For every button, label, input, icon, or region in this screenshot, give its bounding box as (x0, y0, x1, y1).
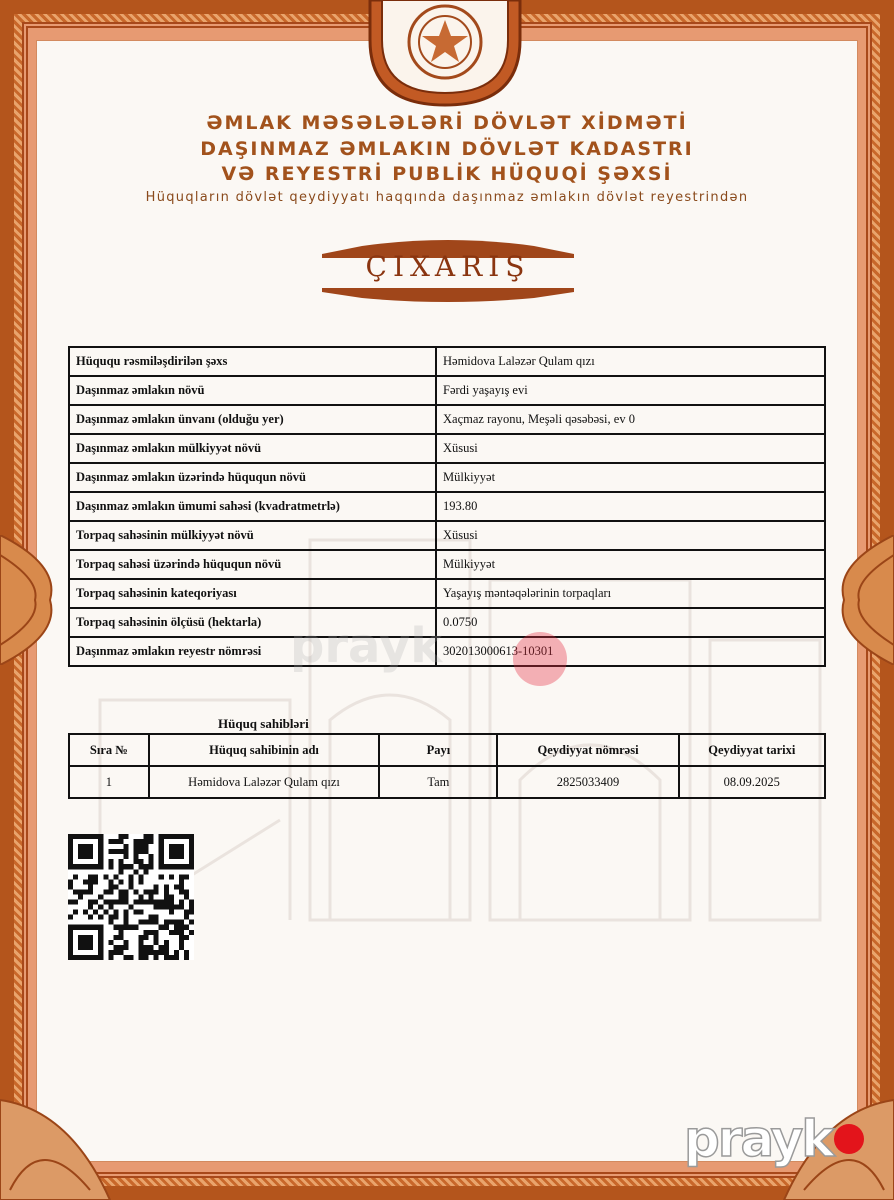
state-emblem-icon (360, 0, 530, 110)
info-label: Torpaq sahəsinin mülkiyyət növü (69, 521, 436, 550)
property-info-table (68, 346, 826, 667)
watermark-faint-dot (513, 632, 567, 686)
info-label: Daşınmaz əmlakın üzərində hüququn növü (69, 463, 436, 492)
info-row (69, 579, 825, 608)
info-row (69, 550, 825, 579)
owners-cell: Həmidova Laləzər Qulam qızı (149, 766, 380, 798)
info-row (69, 637, 825, 666)
info-row (69, 492, 825, 521)
info-value: 193.80 (436, 492, 825, 521)
left-side-ornament (0, 535, 60, 665)
right-side-ornament (834, 535, 894, 665)
info-row (69, 434, 825, 463)
info-row (69, 521, 825, 550)
info-value: Mülkiyyət (436, 550, 825, 579)
info-value: 0.0750 (436, 608, 825, 637)
watermark-faint: prayk (290, 618, 443, 674)
owners-header-cell: Qeydiyyat nömrəsi (497, 734, 678, 766)
owners-cell: 08.09.2025 (679, 766, 825, 798)
header-line-2: DAŞINMAZ ƏMLAKIN DÖVLƏT KADASTRI (200, 138, 694, 160)
info-label: Daşınmaz əmlakın mülkiyyət növü (69, 434, 436, 463)
info-value: Fərdi yaşayış evi (436, 376, 825, 405)
owners-row (69, 766, 825, 798)
watermark-logo: prayk (684, 1110, 833, 1168)
owners-cell: 1 (69, 766, 149, 798)
owners-table (68, 733, 826, 799)
info-row (69, 608, 825, 637)
owners-title: Hüquq sahibləri (218, 716, 309, 731)
info-row (69, 376, 825, 405)
owners-header-cell: Qeydiyyat tarixi (679, 734, 825, 766)
qr-code-icon (68, 833, 194, 961)
header-line-3: VƏ REYESTRİ PUBLİK HÜQUQİ ŞƏXSİ (221, 163, 673, 185)
info-label: Daşınmaz əmlakın ümumi sahəsi (kvadratmetrlə) (69, 492, 436, 521)
info-row (69, 463, 825, 492)
document-title: ÇIXARIŞ (365, 250, 531, 283)
info-row (69, 347, 825, 376)
info-label: Torpaq sahəsinin ölçüsü (hektarla) (69, 608, 436, 637)
info-value: Xüsusi (436, 521, 825, 550)
owners-cell: 2825033409 (497, 766, 678, 798)
owners-header-cell: Payı (379, 734, 497, 766)
info-value: Həmidova Laləzər Qulam qızı (436, 347, 825, 376)
info-label: Daşınmaz əmlakın növü (69, 376, 436, 405)
info-label: Torpaq sahəsinin kateqoriyası (69, 579, 436, 608)
info-label: Hüququ rəsmiləşdirilən şəxs (69, 347, 436, 376)
info-value: Xüsusi (436, 434, 825, 463)
header-subtitle: Hüquqların dövlət qeydiyyatı haqqında daşınmaz əmlakın dövlət reyestrindən (145, 190, 749, 205)
owners-header-cell: Hüquq sahibinin adı (149, 734, 380, 766)
info-value: Xaçmaz rayonu, Meşəli qəsəbəsi, ev 0 (436, 405, 825, 434)
header-line-1: ƏMLAK MƏSƏLƏLƏRİ DÖVLƏT XİDMƏTİ (206, 112, 688, 134)
owners-header-cell: Sıra № (69, 734, 149, 766)
info-label: Daşınmaz əmlakın reyestr nömrəsi (69, 637, 436, 666)
watermark-dot (834, 1124, 864, 1154)
bottom-left-ornament (0, 1090, 120, 1200)
info-value: 302013000613-10301 (436, 637, 825, 666)
owners-cell: Tam (379, 766, 497, 798)
info-label: Daşınmaz əmlakın ünvanı (olduğu yer) (69, 405, 436, 434)
info-row (69, 405, 825, 434)
info-value: Yaşayış məntəqələrinin torpaqları (436, 579, 825, 608)
info-value: Mülkiyyət (436, 463, 825, 492)
info-label: Torpaq sahəsi üzərində hüququn növü (69, 550, 436, 579)
